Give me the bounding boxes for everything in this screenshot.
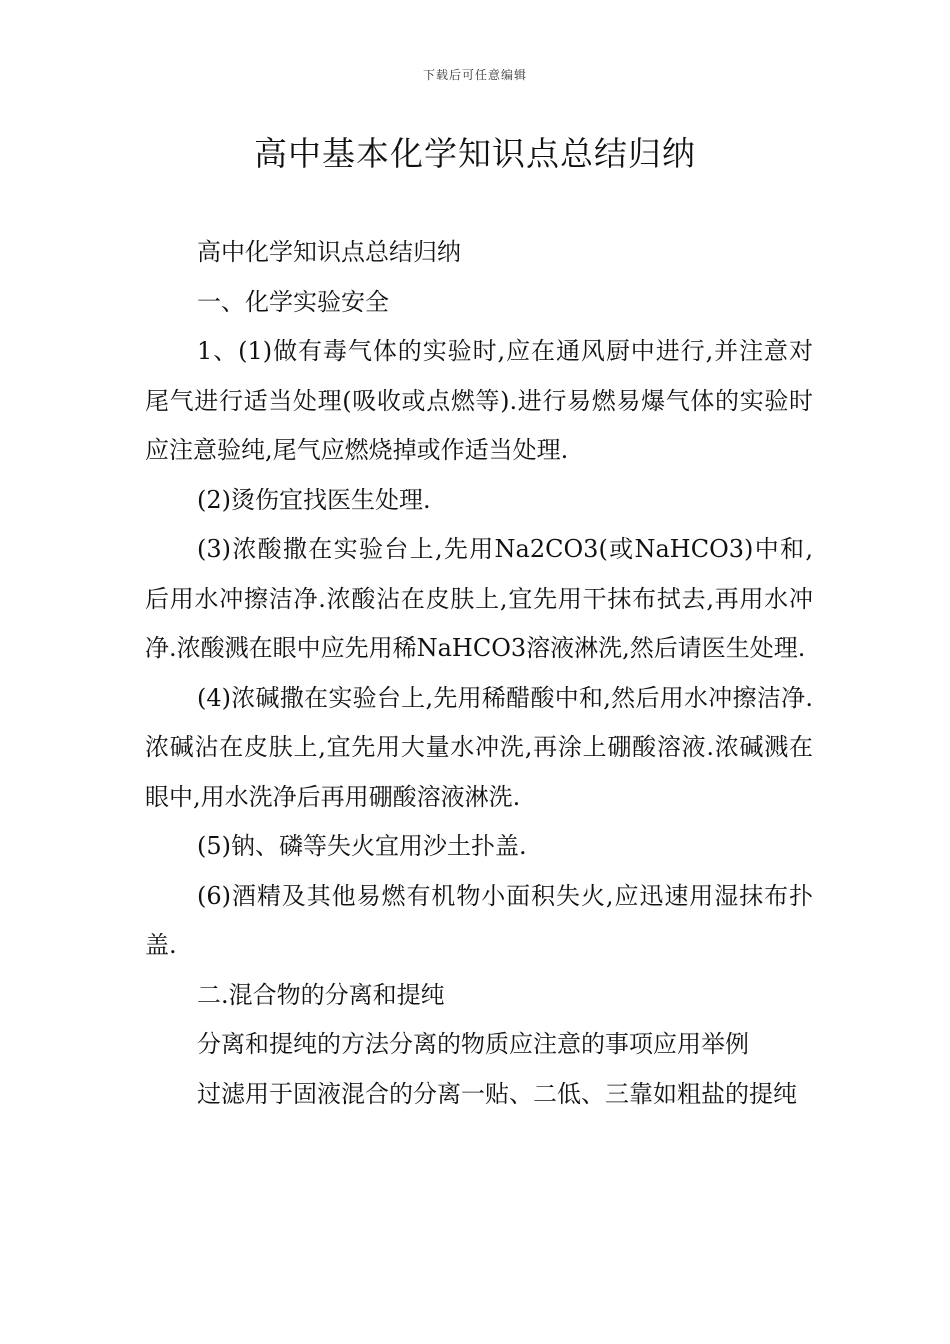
paragraph-alcohol-fire: (6)酒精及其他易燃有机物小面积失火,应迅速用湿抹布扑盖. (145, 881, 813, 959)
paragraph-toxic-gas: 1、(1)做有毒气体的实验时,应在通风厨中进行,并注意对尾气进行适当处理(吸收或点燃等).进行易燃易爆气体的实验时应注意验纯,尾气应燃烧掉或作适当处理. (145, 337, 813, 464)
section-heading-lab-safety: 一、化学实验安全 (197, 287, 389, 316)
paragraph-acid-spill: (3)浓酸撒在实验台上,先用Na2CO3(或NaHCO3)中和,后用水冲擦洁净.浓酸沾在皮肤上,宜先用干抹布拭去,再用水冲净.浓酸溅在眼中应先用稀NaHCO3溶液淋洗,然后请医生处理. (145, 535, 813, 662)
paragraph-intro: 高中化学知识点总结归纳 (197, 238, 461, 266)
document-title: 高中基本化学知识点总结归纳 (254, 134, 696, 173)
paragraph-filtration: 过滤用于固液混合的分离一贴、二低、三靠如粗盐的提纯 (197, 1079, 797, 1108)
header-note: 下载后可任意编辑 (422, 68, 527, 82)
paragraph-sodium-fire: (5)钠、磷等失火宜用沙土扑盖. (197, 832, 527, 860)
paragraph-alkali-spill: (4)浓碱撒在实验台上,先用稀醋酸中和,然后用水冲擦洁净.浓碱沾在皮肤上,宜先用大量水冲洗,再涂上硼酸溶液.浓碱溅在眼中,用水洗净后再用硼酸溶液淋洗. (145, 683, 813, 811)
document-body (145, 228, 813, 1119)
paragraph-burns: (2)烫伤宜找医生处理. (197, 485, 431, 514)
paragraph-methods-header: 分离和提纯的方法分离的物质应注意的事项应用举例 (197, 1030, 749, 1058)
section-heading-separation: 二.混合物的分离和提纯 (197, 980, 445, 1009)
